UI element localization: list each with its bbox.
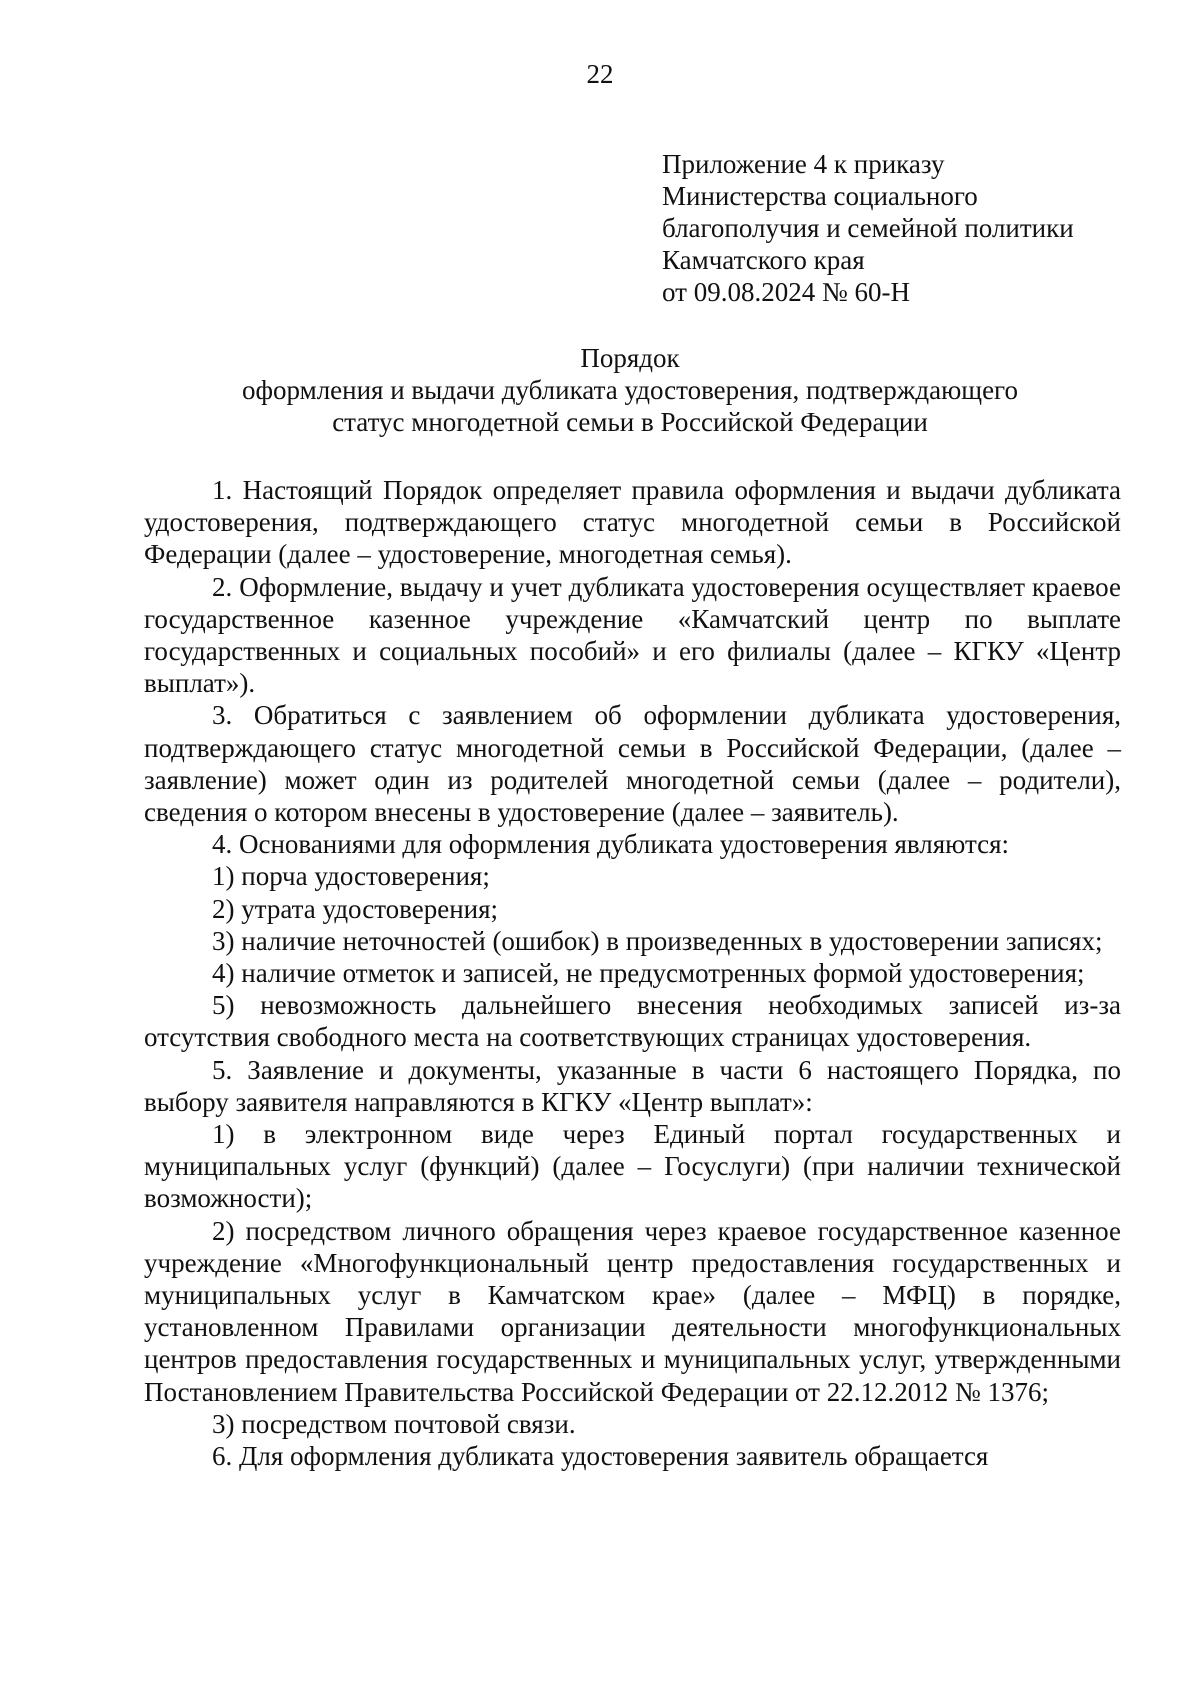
page-number: 22 <box>586 59 614 89</box>
list-item: 1) в электронном виде через Единый портал государственных и муниципальных услуг (функций) (далее – Госуслуги) (при наличии технической возможности); <box>144 1119 1121 1214</box>
title-line: Порядок <box>580 343 680 373</box>
title-line: оформления и выдачи дубликата удостоверения, подтверждающего <box>242 375 1018 405</box>
list-item: 4) наличие отметок и записей, не предусмотренных формой удостоверения; <box>212 958 1085 989</box>
appendix-line: Приложение 4 к приказу <box>662 149 945 179</box>
list-item: 3) наличие неточностей (ошибок) в произведенных в удостоверении записях; <box>212 925 1103 956</box>
appendix-line: благополучия и семейной политики <box>662 213 1074 243</box>
title-line: статус многодетной семьи в Российской Федерации <box>332 407 928 437</box>
list-item: 5) невозможность дальнейшего внесения необходимых записей из-за отсутствия свободного места на соответствующих страницах удостоверения. <box>144 990 1121 1053</box>
document-title <box>140 342 1120 438</box>
document-body <box>144 474 1121 1472</box>
list-item: 2) утрата удостоверения; <box>212 893 499 924</box>
list-item: 3) посредством почтовой связи. <box>212 1408 576 1439</box>
paragraph: 1. Настоящий Порядок определяет правила оформления и выдачи дубликата удостоверения, подтверждающего статус многодетной семьи в Российской Федерации (далее – удостоверение, многодетная семья). <box>144 475 1121 570</box>
appendix-header <box>662 148 1182 308</box>
paragraph: 2. Оформление, выдачу и учет дубликата удостоверения осуществляет краевое государственное казенное учреждение «Камчатский центр по выплате государственных и социальных пособий» и его филиалы (далее – КГКУ «Центр выплат»). <box>144 571 1121 699</box>
paragraph: 5. Заявление и документы, указанные в части 6 настоящего Порядка, по выбору заявителя направляются в КГКУ «Центр выплат»: <box>144 1054 1121 1117</box>
appendix-line: от 09.08.2024 № 60-Н <box>662 277 910 307</box>
paragraph: 4. Основаниями для оформления дубликата удостоверения являются: <box>212 829 1010 860</box>
list-item: 2) посредством личного обращения через краевое государственное казенное учреждение «Многофункциональный центр предоставления государственных и муниципальных услуг в Камчатском крае» (далее – МФЦ) в порядке, установленном Правилами организации деятельности многофункциональных центров предоставления государственных и муниципальных услуг, утвержденными Постановлением Правительства Российской Федерации от 22.12.2012 № 1376; <box>144 1215 1121 1407</box>
paragraph: 6. Для оформления дубликата удостоверения заявитель обращается <box>212 1441 989 1472</box>
list-item: 1) порча удостоверения; <box>212 861 490 892</box>
appendix-line: Министерства социального <box>662 181 978 211</box>
paragraph: 3. Обратиться с заявлением об оформлении дубликата удостоверения, подтверждающего статус многодетной семьи в Российской Федерации, (далее – заявление) может один из родителей многодетной семьи (далее – родители), сведения о котором внесены в удостоверение (далее – заявитель). <box>144 700 1121 828</box>
appendix-line: Камчатского края <box>662 245 865 275</box>
